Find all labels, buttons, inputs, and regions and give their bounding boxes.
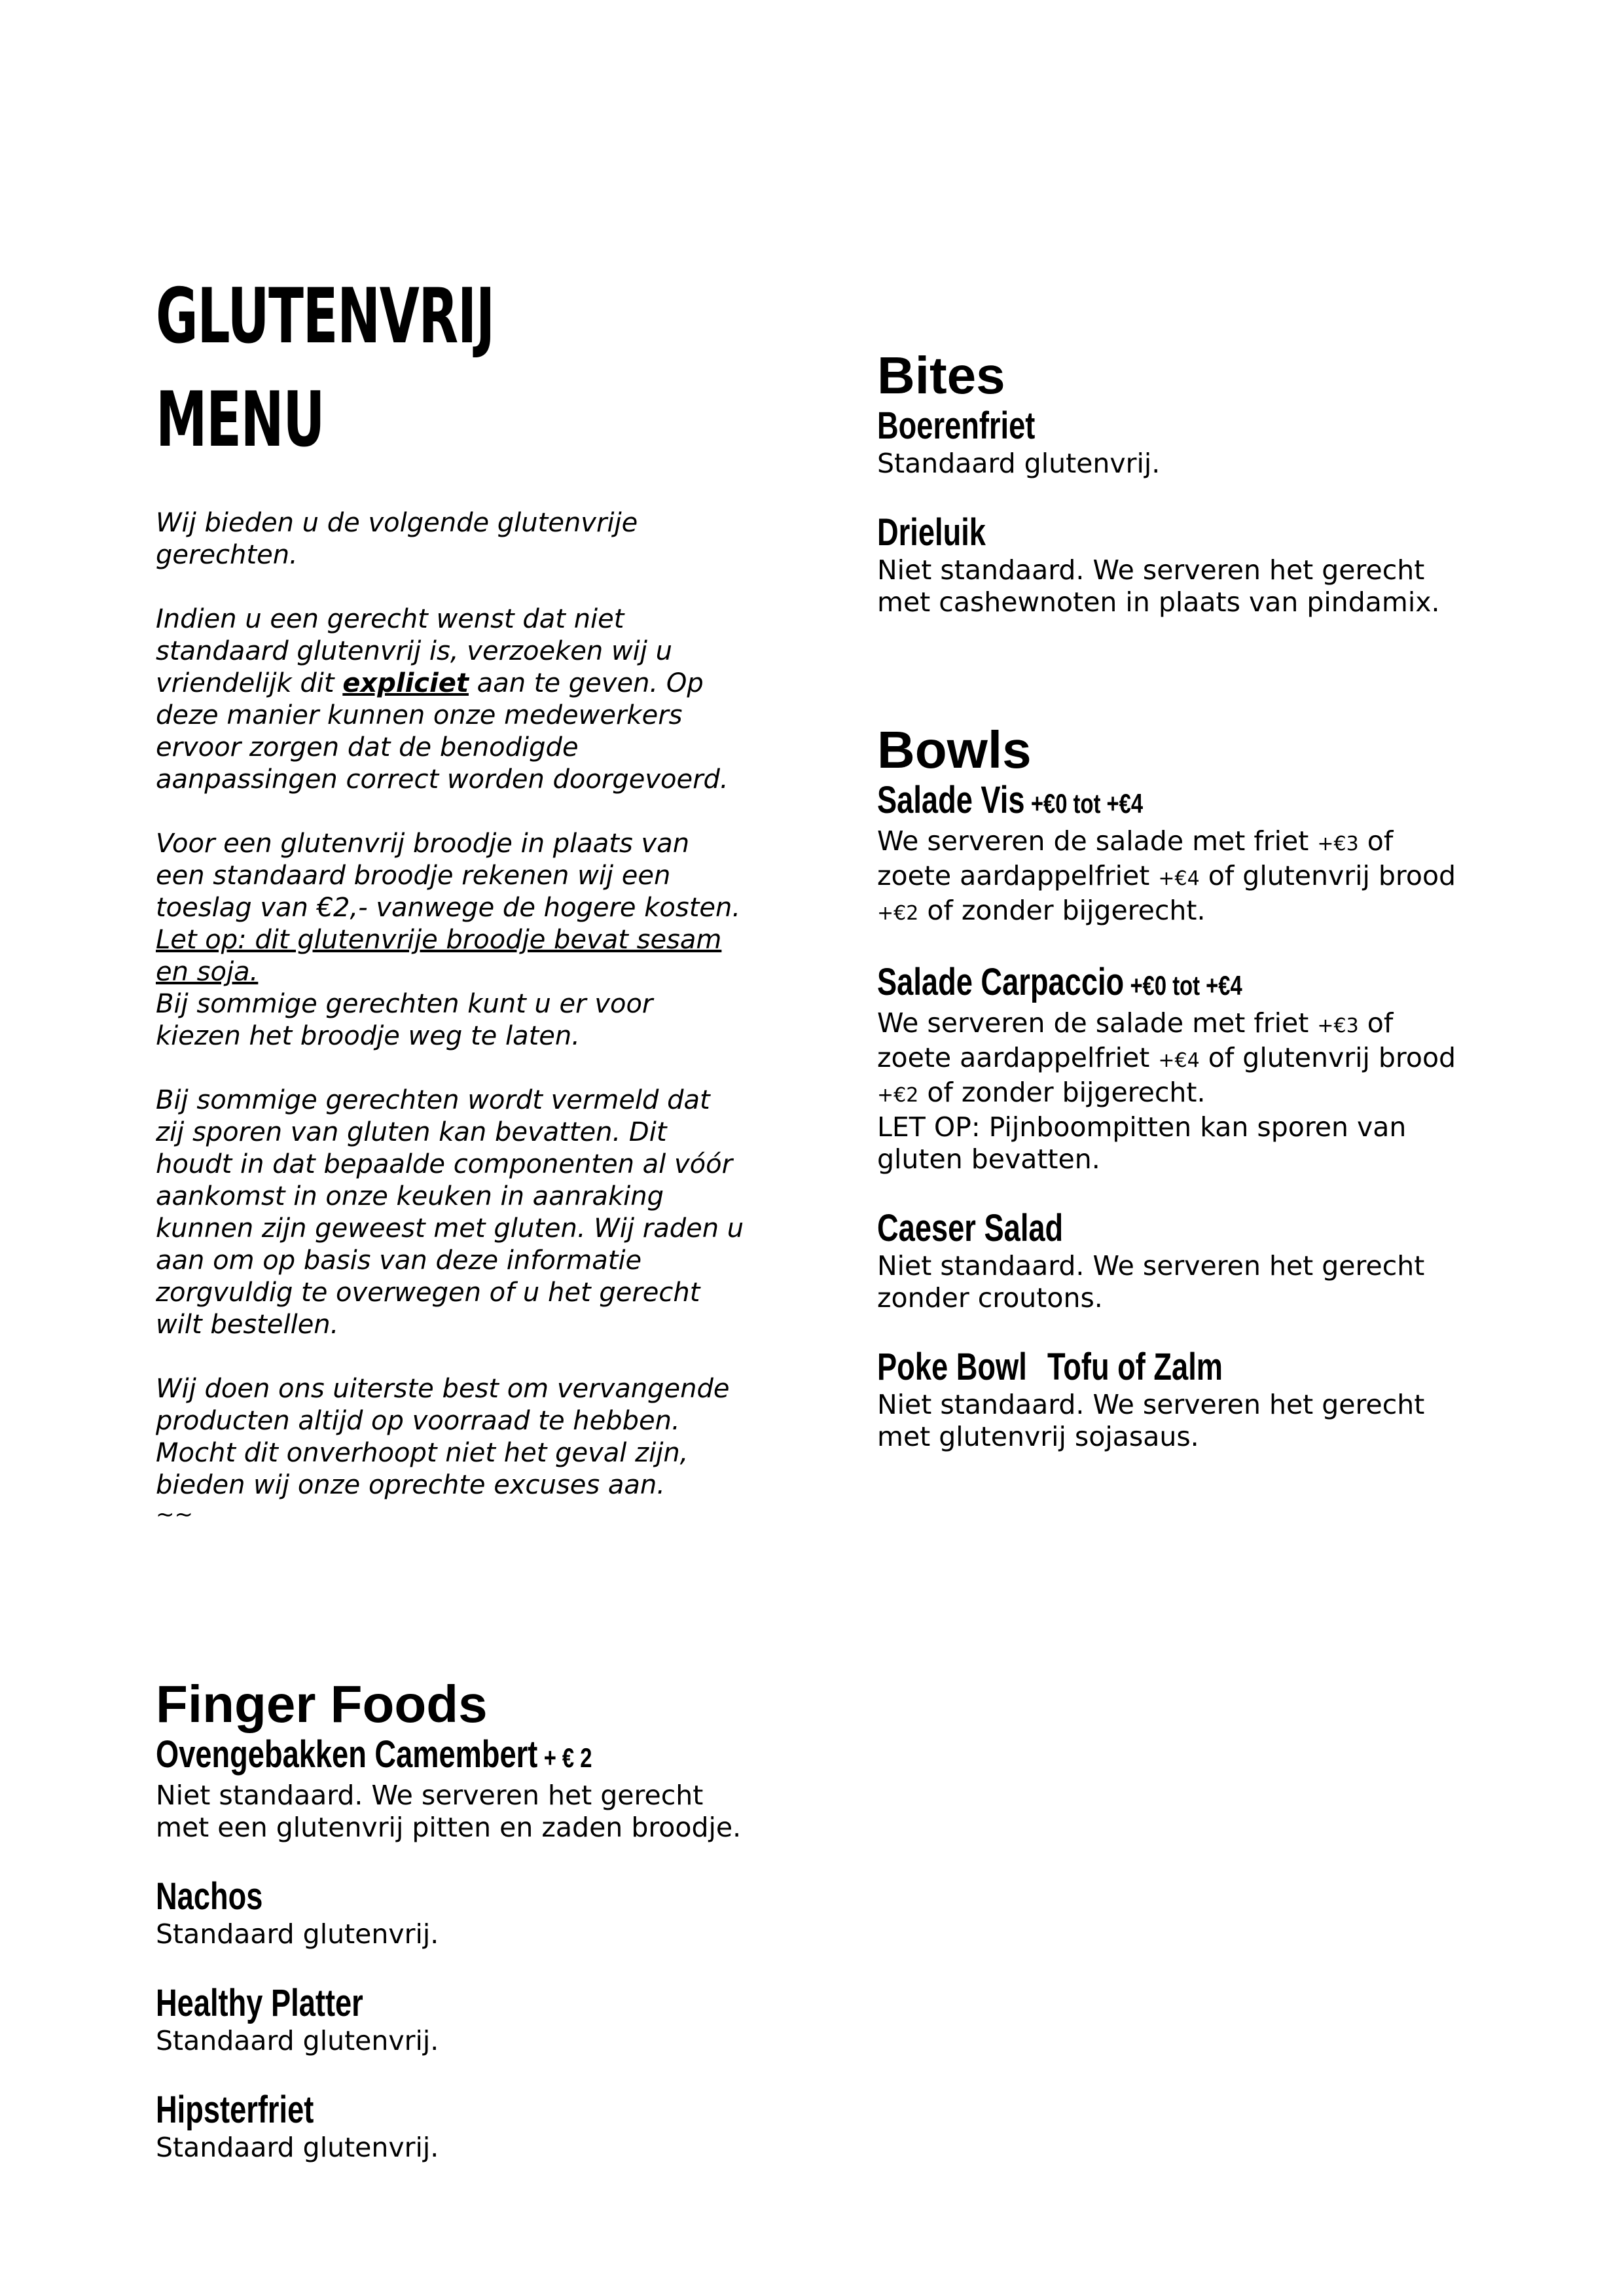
desc-text: of zoete aardappelfriet xyxy=(877,1007,1394,1073)
menu-item xyxy=(877,779,1466,929)
item-description xyxy=(877,825,1466,929)
desc-text: We serveren de salade met friet xyxy=(877,825,1318,857)
menu-item xyxy=(156,2089,745,2164)
desc-text: We serveren de salade met friet xyxy=(877,1007,1318,1039)
menu-item xyxy=(156,1982,745,2057)
section-heading-bowls: Bowls xyxy=(877,721,1032,779)
item-description: Niet standaard. We serveren het gerecht met een glutenvrij pitten en zaden broodje. xyxy=(156,1780,742,1843)
menu-item xyxy=(877,511,1466,619)
bowls-section xyxy=(877,721,1466,1453)
item-name: Nachos xyxy=(156,1875,263,1918)
item-description: Niet standaard. We serveren het gerecht zonder croutons. xyxy=(877,1250,1425,1314)
item-warning: LET OP: Pijnboompitten kan sporen van gluten bevatten. xyxy=(877,1111,1407,1175)
intro-paragraph-5: Wij doen ons uiterste best om vervangende producten altijd op voorraad te hebben. Mocht dit onverhoopt niet het geval zijn, bieden wij onze oprechte excuses aan. xyxy=(156,1374,730,1500)
item-description: Standaard glutenvrij. xyxy=(156,1918,439,1950)
item-description: Niet standaard. We serveren het gerecht met glutenvrij sojasaus. xyxy=(877,1389,1425,1452)
surcharge: +€2 xyxy=(877,902,919,925)
intro-p2-text: Indien u een gerecht wenst dat niet standaard glutenvrij is, verzoeken wij u vriendelijk dit xyxy=(156,604,672,698)
intro-text xyxy=(156,507,745,1560)
item-title: Poke Bowl xyxy=(877,1346,1027,1388)
intro-paragraph-3b: Bij sommige gerechten kunt u er voor kiezen het broodje weg te laten. xyxy=(156,989,653,1051)
surcharge: +€4 xyxy=(1158,1049,1200,1072)
desc-text: of glutenvrij brood xyxy=(1199,1042,1456,1073)
menu-item xyxy=(877,404,1466,480)
item-variant: Tofu of Zalm xyxy=(1047,1346,1223,1388)
item-name xyxy=(156,1733,592,1780)
section-heading-finger-foods: Finger Foods xyxy=(156,1675,488,1733)
menu-item xyxy=(877,961,1466,1175)
title-line-1: GLUTENVRIJ xyxy=(156,272,494,361)
menu-item xyxy=(156,1733,745,1844)
item-price: + € 2 xyxy=(543,1742,592,1773)
intro-paragraph-1: Wij bieden u de volgende glutenvrije gerechten. xyxy=(156,508,638,570)
item-description: Niet standaard. We serveren het gerecht met cashewnoten in plaats van pindamix. xyxy=(877,554,1440,618)
intro-p2-text-end: aan te geven. Op deze manier kunnen onze medewerkers ervoor zorgen dat de benodigde aanpassingen correct worden doorgevoerd. xyxy=(156,668,729,795)
item-name: Caeser Salad xyxy=(877,1207,1064,1249)
menu-item xyxy=(877,1207,1466,1314)
item-name: Boerenfriet xyxy=(877,404,1036,447)
item-name xyxy=(877,961,1242,1007)
item-name: Healthy Platter xyxy=(156,1982,363,2024)
item-description: Standaard glutenvrij. xyxy=(877,448,1161,479)
item-name: Hipsterfriet xyxy=(156,2089,314,2131)
intro-paragraph-2 xyxy=(156,603,745,796)
item-description: Standaard glutenvrij. xyxy=(156,2132,439,2163)
intro-paragraph-4: Bij sommige gerechten wordt vermeld dat zij sporen van gluten kan bevatten. Dit houdt in dat bepaalde componenten al vóór aankomst in onze keuken in aanraking kunnen zijn geweest met gluten. Wij raden u aan om op basis van deze informatie zorgvuldig te overwegen of u het gerecht wilt bestellen. xyxy=(156,1085,744,1340)
intro-p3-text: Voor een glutenvrij broodje in plaats van een standaard broodje rekenen wij een toeslag van €2,- vanwege de hogere kosten. xyxy=(156,829,741,923)
emphasis-expliciet: expliciet xyxy=(342,668,469,698)
item-name xyxy=(877,779,1143,825)
item-price: +€0 tot +€4 xyxy=(1130,970,1242,1001)
surcharge: +€2 xyxy=(877,1084,919,1107)
item-title: Salade Carpaccio xyxy=(877,961,1125,1003)
item-description xyxy=(877,1007,1466,1111)
menu-item xyxy=(156,1875,745,1950)
item-title: Ovengebakken Camembert xyxy=(156,1733,538,1776)
desc-text: of zoete aardappelfriet xyxy=(877,825,1394,891)
item-price: +€0 tot +€4 xyxy=(1030,788,1144,819)
surcharge: +€3 xyxy=(1317,833,1359,855)
item-description: Standaard glutenvrij. xyxy=(156,2025,439,2056)
intro-paragraph-3 xyxy=(156,828,745,988)
item-name: Drieluik xyxy=(877,511,986,554)
title-line-2: MENU xyxy=(156,376,325,464)
item-name xyxy=(877,1346,1223,1389)
sesam-soja-warning: Let op: dit glutenvrije broodje bevat sesam en soja. xyxy=(156,925,722,987)
section-heading-bites: Bites xyxy=(877,346,1005,404)
surcharge: +€3 xyxy=(1317,1014,1359,1037)
bites-section xyxy=(877,347,1466,619)
page-title xyxy=(156,265,494,472)
surcharge: +€4 xyxy=(1158,867,1200,890)
desc-text: of zonder bijgerecht. xyxy=(918,895,1206,926)
item-title: Salade Vis xyxy=(877,779,1025,821)
desc-text: of glutenvrij brood xyxy=(1199,860,1456,891)
finger-foods-section xyxy=(156,1676,745,2164)
desc-text: of zonder bijgerecht. xyxy=(918,1077,1206,1108)
tilde-divider: ~~ xyxy=(156,1501,193,1528)
menu-item xyxy=(877,1346,1466,1453)
